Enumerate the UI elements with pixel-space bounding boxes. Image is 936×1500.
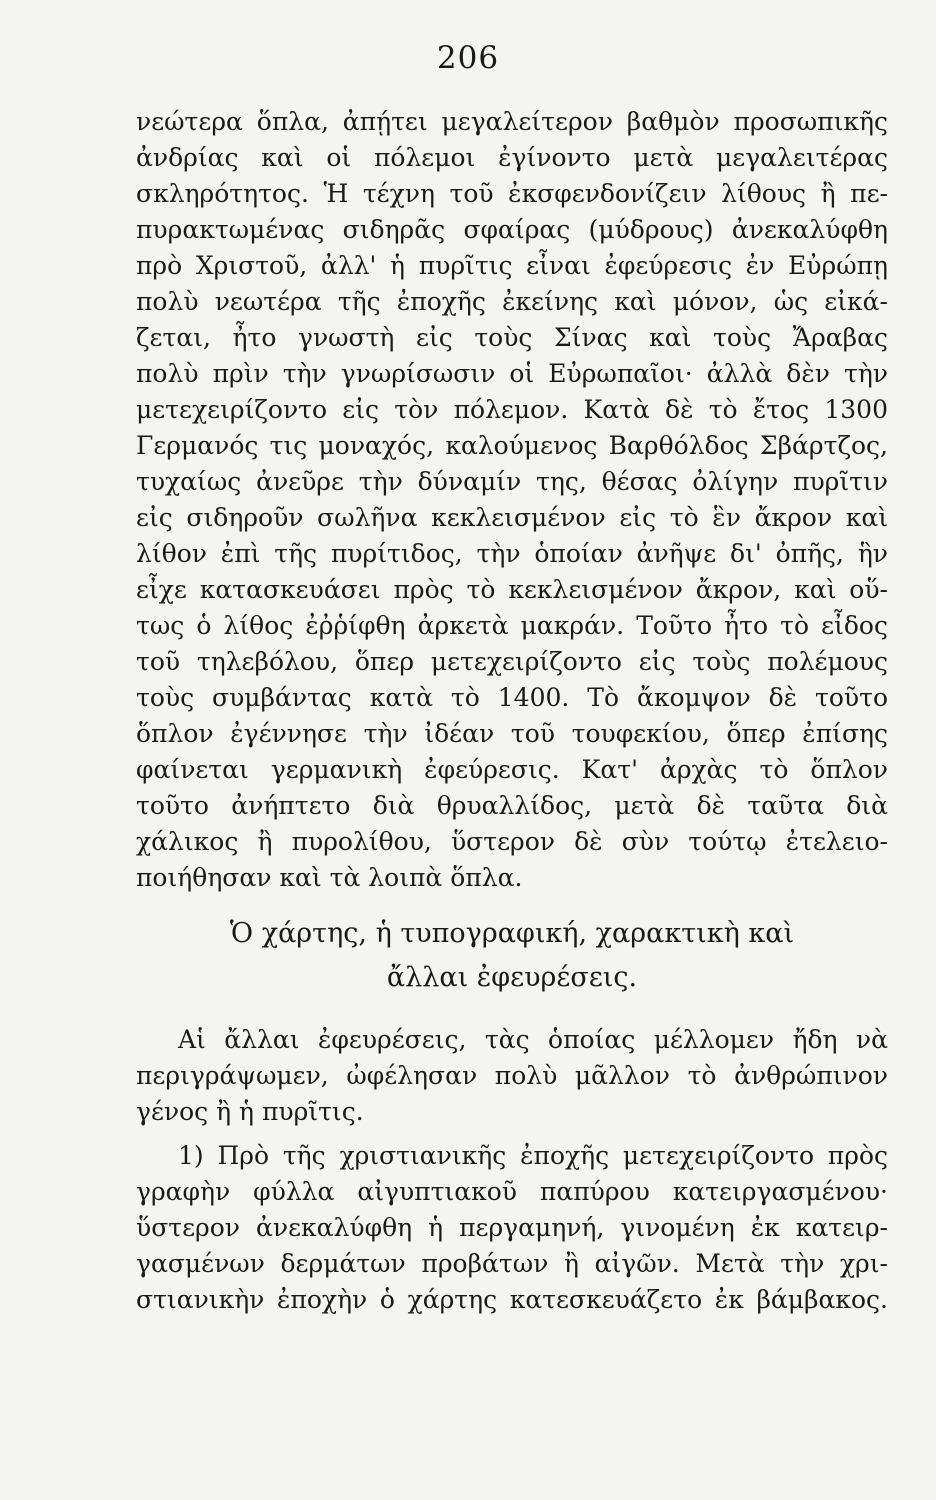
- text-line: περιγράψωμεν, ὠφέλησαν πολὺ μᾶλλον τὸ ἀνθρώπινον: [136, 1061, 888, 1090]
- text-line: γραφὴν φύλλα αἰγυπτιακοῦ παπύρου κατειργασμένου·: [136, 1177, 888, 1206]
- text-line: 1) Πρὸ τῆς χριστιανικῆς ἐποχῆς μετεχειρίζοντο πρὸς: [178, 1141, 888, 1170]
- text-line: τοὺς συμβάντας κατὰ τὸ 1400. Τὸ ἄκομψον δὲ τοῦτο: [136, 683, 888, 712]
- text-line: λίθον ἐπὶ τῆς πυρίτιδος, τὴν ὁποίαν ἀνῆψε δι' ὀπῆς, ἣν: [136, 539, 888, 568]
- text-line: τυχαίως ἀνεῦρε τὴν δύναμίν της, θέσας ὀλίγην πυρῖτιν: [136, 467, 888, 496]
- paragraph-gunpowder: [136, 104, 888, 896]
- text-line: πρὸ Χριστοῦ, ἀλλ' ἡ πυρῖτις εἶναι ἐφεύρεσις ἐν Εὐρώπῃ: [136, 251, 888, 280]
- text-line: τοῦτο ἀνήπτετο διὰ θρυαλλίδος, μετὰ δὲ ταῦτα διὰ: [136, 791, 888, 820]
- text-line: γένος ἢ ἡ πυρῖτις.: [136, 1097, 364, 1126]
- text-line: χάλικος ἢ πυρολίθου, ὕστερον δὲ σὺν τούτῳ ἐτελειο-: [136, 827, 888, 856]
- text-line: μετεχειρίζοντο εἰς τὸν πόλεμον. Κατὰ δὲ τὸ ἔτος 1300: [136, 395, 888, 424]
- text-line: τοῦ τηλεβόλου, ὅπερ μετεχειρίζοντο εἰς τοὺς πολέμους: [136, 647, 888, 676]
- text-line: εἰς σιδηροῦν σωλῆνα κεκλεισμένον εἰς τὸ ἓν ἄκρον καὶ: [136, 503, 888, 532]
- section-heading: [136, 912, 888, 1000]
- text-line: σκληρότητος. Ἡ τέχνη τοῦ ἐκσφενδονίζειν λίθους ἢ πε-: [136, 179, 888, 208]
- text-line: πολὺ πρὶν τὴν γνωρίσωσιν οἱ Εὐρωπαῖοι· ἀλλὰ δὲν τὴν: [136, 359, 888, 388]
- section-heading-line: Ὁ χάρτης, ἡ τυπογραφική, χαρακτικὴ καὶ: [229, 918, 795, 949]
- text-line: γασμένων δερμάτων προβάτων ἢ αἰγῶν. Μετὰ τὴν χρι-: [136, 1249, 888, 1278]
- text-line: Αἱ ἄλλαι ἐφευρέσεις, τὰς ὁποίας μέλλομεν ἤδη νὰ: [178, 1025, 888, 1054]
- text-line: ὅπλον ἐγέννησε τὴν ἰδέαν τοῦ τουφεκίου, ὅπερ ἐπίσης: [136, 719, 888, 748]
- section-heading-line: ἄλλαι ἐφευρέσεις.: [386, 962, 638, 993]
- text-line: στιανικὴν ἐποχὴν ὁ χάρτης κατεσκευάζετο ἐκ βάμβακος.: [136, 1285, 888, 1314]
- text-line: φαίνεται γερμανικὴ ἐφεύρεσις. Κατ' ἀρχὰς τὸ ὅπλον: [136, 755, 888, 784]
- text-line: Γερμανός τις μοναχός, καλούμενος Βαρθόλδος Σβάρτζος,: [136, 431, 888, 460]
- page-body: [136, 104, 888, 1318]
- text-line: ἀνδρίας καὶ οἱ πόλεμοι ἐγίνοντο μετὰ μεγαλειτέρας: [136, 143, 888, 172]
- text-line: ζεται, ἦτο γνωστὴ εἰς τοὺς Σίνας καὶ τοὺς Ἄραβας: [136, 323, 888, 352]
- text-line: νεώτερα ὅπλα, ἀπῄτει μεγαλείτερον βαθμὸν προσωπικῆς: [136, 107, 888, 136]
- paragraph-paper: [136, 1138, 888, 1318]
- text-line: τως ὁ λίθος ἐῤῥίφθη ἀρκετὰ μακράν. Τοῦτο ἦτο τὸ εἶδος: [136, 611, 888, 640]
- text-line: εἶχε κατασκευάσει πρὸς τὸ κεκλεισμένον ἄκρον, καὶ οὕ-: [136, 575, 888, 604]
- paragraph-other-inventions: [136, 1022, 888, 1130]
- text-line: πολὺ νεωτέρα τῆς ἐποχῆς ἐκείνης καὶ μόνον, ὡς εἰκά-: [136, 287, 888, 316]
- text-line: πυρακτωμένας σιδηρᾶς σφαίρας (μύδρους) ἀνεκαλύφθη: [136, 215, 888, 244]
- text-line: ὕστερον ἀνεκαλύφθη ἡ περγαμηνή, γινομένη ἐκ κατειρ-: [136, 1213, 888, 1242]
- page-number: 206: [436, 40, 500, 76]
- text-line: ποιήθησαν καὶ τὰ λοιπὰ ὅπλα.: [136, 863, 523, 892]
